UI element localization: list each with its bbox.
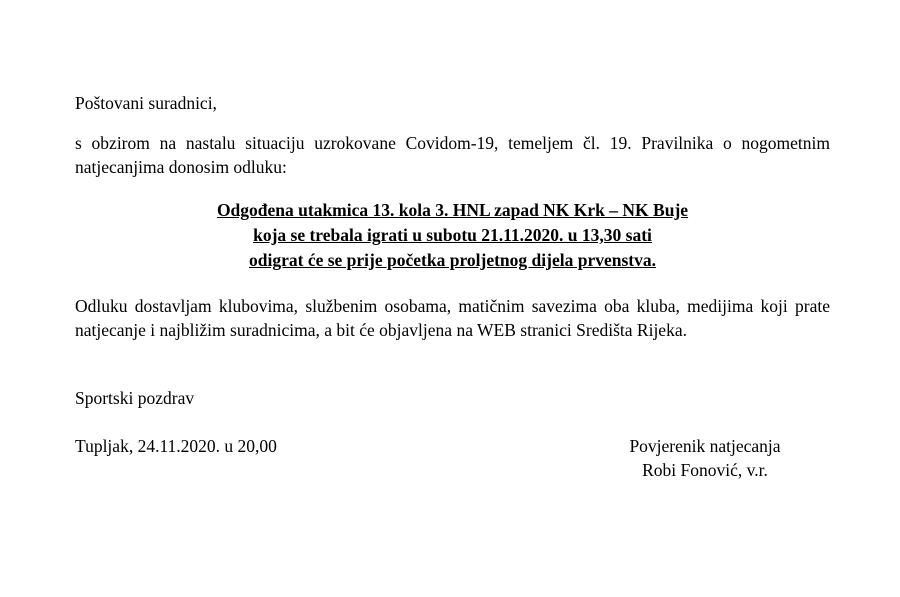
intro-paragraph: s obzirom na nastalu situaciju uzrokovane Covidom-19, temeljem čl. 19. Pravilnika o nogometnim natjecanjima donosim odluku: [75, 133, 830, 177]
decision-block [75, 198, 830, 273]
decision-line-1: Odgođena utakmica 13. kola 3. HNL zapad NK Krk – NK Buje [216, 200, 689, 220]
decision-line-3: odigrat će se prije početka proljetnog dijela prvenstva. [249, 250, 656, 270]
closing-salutation: Sportski pozdrav [75, 388, 195, 408]
distribution-paragraph: Odluku dostavljam klubovima, službenim osobama, matičnim savezima oba kluba, medijima koji prate natjecanje i najbližim suradnicima, a bit će objavljena na WEB stranici Središta Rijeka. [75, 296, 830, 340]
place-and-date: Tupljak, 24.11.2020. u 20,00 [75, 436, 277, 456]
decision-line-2: koja se trebala igrati u subotu 21.11.2020. u 13,30 sati [253, 225, 652, 245]
signature-block [560, 434, 850, 482]
signature-name: Robi Fonović, v.r. [642, 460, 768, 480]
greeting: Poštovani suradnici, [75, 93, 217, 113]
signature-title: Povjerenik natjecanja [629, 436, 781, 456]
